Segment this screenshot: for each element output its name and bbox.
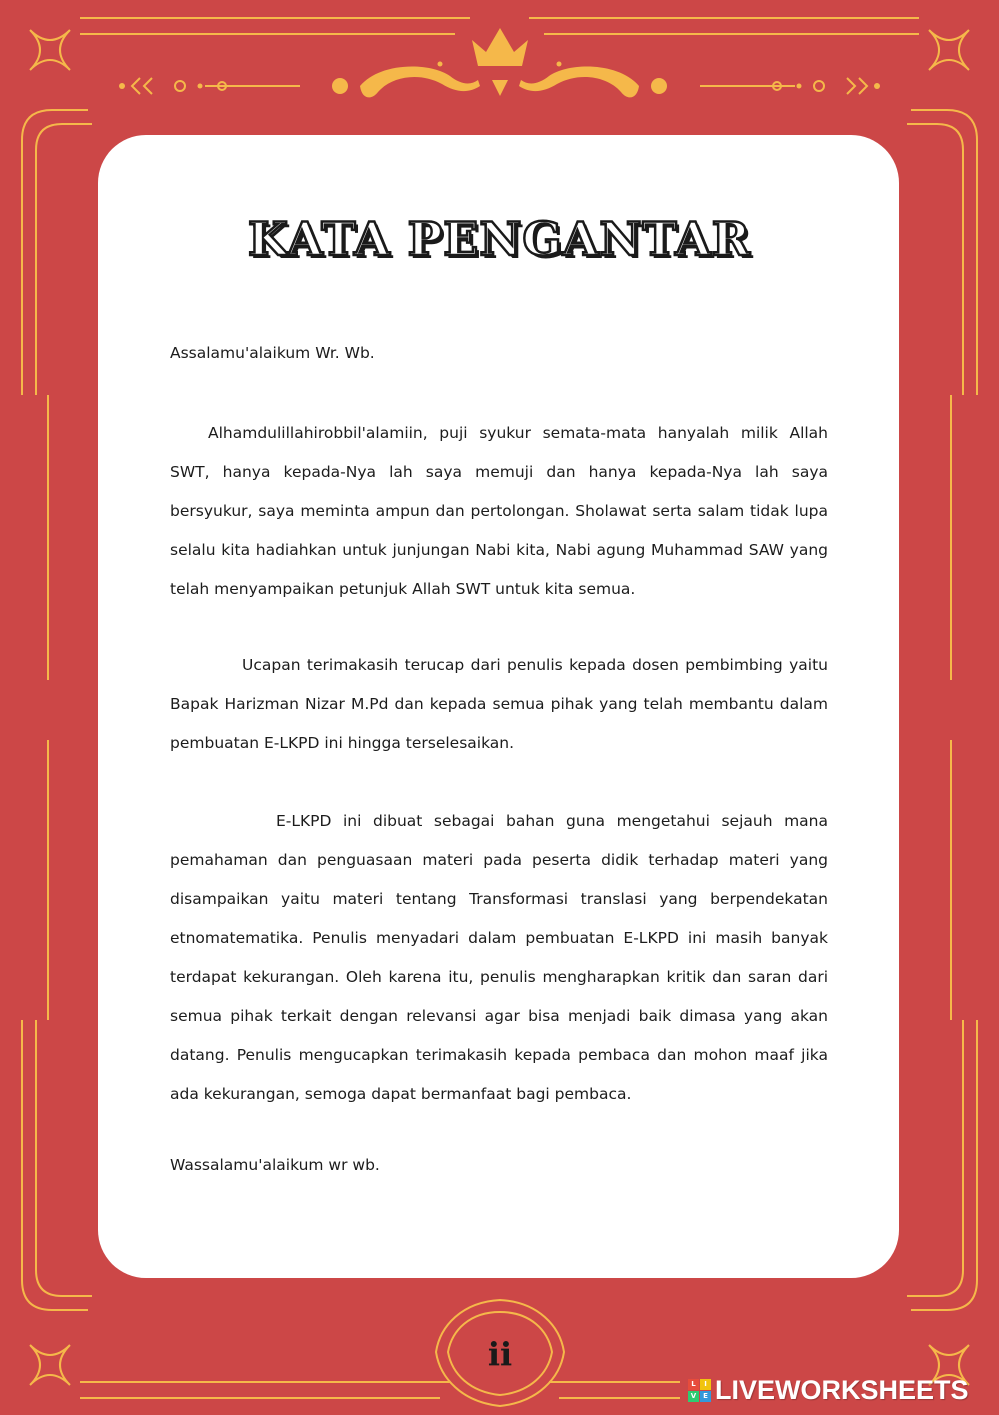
paragraph-3: E-LKPD ini dibuat sebagai bahan guna mengetahui sejauh mana pemahaman dan penguasaan materi pada peserta didik terhadap materi yang disampaikan yaitu materi tentang Transformasi translasi yang berpendekatan etnomatematika. Penulis menyadari dalam pembuatan E-LKPD ini masih banyak terdapat kekurangan. Oleh karena itu, penulis mengharapkan kritik dan saran dari semua pihak terkait dengan relevansi agar bisa menjadi baik dimasa yang akan datang. Penulis mengucapkan terimakasih kepada pembaca dan mohon maaf jika ada kekurangan, semoga dapat bermanfaat bagi pembaca.: [170, 812, 828, 1103]
paragraph-1: Alhamdulillahirobbil'alamiin, puji syukur semata-mata hanyalah milik Allah SWT, hanya kepada-Nya lah saya memuji dan hanya kepada-Nya lah saya bersyukur, saya meminta ampun dan pertolongan. Sholawat serta salam tidak lupa selalu kita hadiahkan untuk junjungan Nabi kita, Nabi agung Muhammad SAW yang telah menyampaikan petunjuk Allah SWT untuk kita semua.: [170, 424, 828, 598]
logo-letter: E: [700, 1391, 711, 1402]
logo-letter: I: [700, 1379, 711, 1390]
greeting: Assalamu'alaikum Wr. Wb.: [170, 344, 375, 362]
liveworksheets-logo-icon: [688, 1379, 711, 1402]
logo-letter: L: [688, 1379, 699, 1390]
page-title: KATA PENGANTAR: [247, 212, 752, 266]
paragraph-2: Ucapan terimakasih terucap dari penulis kepada dosen pembimbing yaitu Bapak Harizman Nizar M.Pd dan kepada semua pihak yang telah membantu dalam pembuatan E-LKPD ini hingga terselesaikan.: [170, 656, 828, 752]
logo-letter: V: [688, 1391, 699, 1402]
page-number: ii: [487, 1335, 513, 1373]
liveworksheets-brand[interactable]: [688, 1372, 969, 1408]
closing: Wassalamu'alaikum wr wb.: [170, 1156, 380, 1174]
liveworksheets-text: LIVEWORKSHEETS: [715, 1374, 969, 1405]
